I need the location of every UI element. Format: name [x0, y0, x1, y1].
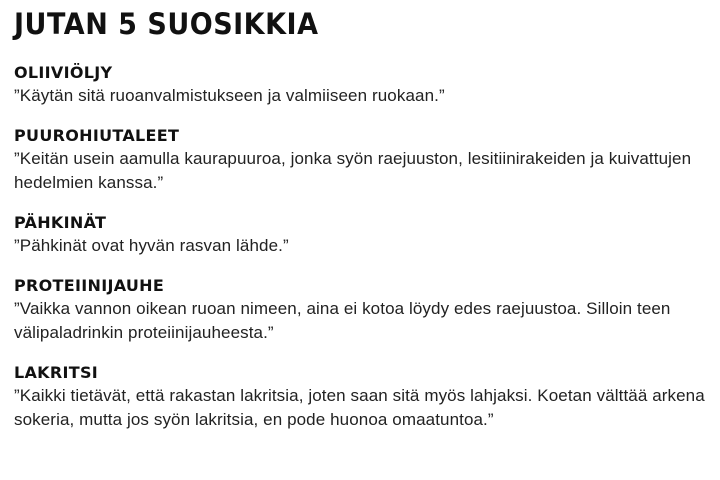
favorite-item-title: OLIIVIÖLJY	[14, 63, 113, 82]
favorite-item-quote: ”Vaikka vannon oikean ruoan nimeen, aina ei kotoa löydy edes raejuustoa. Silloin teen välipaladrinkin proteiinijauheesta.”	[14, 299, 671, 342]
favorite-item-quote: ”Käytän sitä ruoanvalmistukseen ja valmiiseen ruokaan.”	[14, 86, 445, 105]
favorite-item-title: PROTEIINIJAUHE	[14, 276, 165, 295]
favorite-item-title: PUUROHIUTALEET	[14, 126, 180, 145]
favorite-item-nuts	[14, 212, 710, 258]
favorite-item-licorice	[14, 362, 710, 432]
favorite-item-protein-powder	[14, 275, 710, 345]
favorite-item-quote: ”Kaikki tietävät, että rakastan lakritsia, joten saan sitä myös lahjaksi. Koetan välttää arkena sokeria, mutta jos syön lakritsia, en pode huonoa omaatuntoa.”	[14, 386, 705, 429]
favorite-item-title: LAKRITSI	[14, 363, 99, 382]
favorite-item-oat-flakes	[14, 125, 710, 195]
favorite-item-quote: ”Keitän usein aamulla kaurapuuroa, jonka syön raejuuston, lesitiinirakeiden ja kuivattujen hedelmien kanssa.”	[14, 149, 692, 192]
favorites-article	[14, 6, 710, 449]
favorite-item-olive-oil	[14, 62, 710, 108]
page-title: JUTAN 5 SUOSIKKIA	[14, 8, 319, 42]
favorite-item-quote: ”Pähkinät ovat hyvän rasvan lähde.”	[14, 236, 289, 255]
favorite-item-title: PÄHKINÄT	[14, 213, 107, 232]
